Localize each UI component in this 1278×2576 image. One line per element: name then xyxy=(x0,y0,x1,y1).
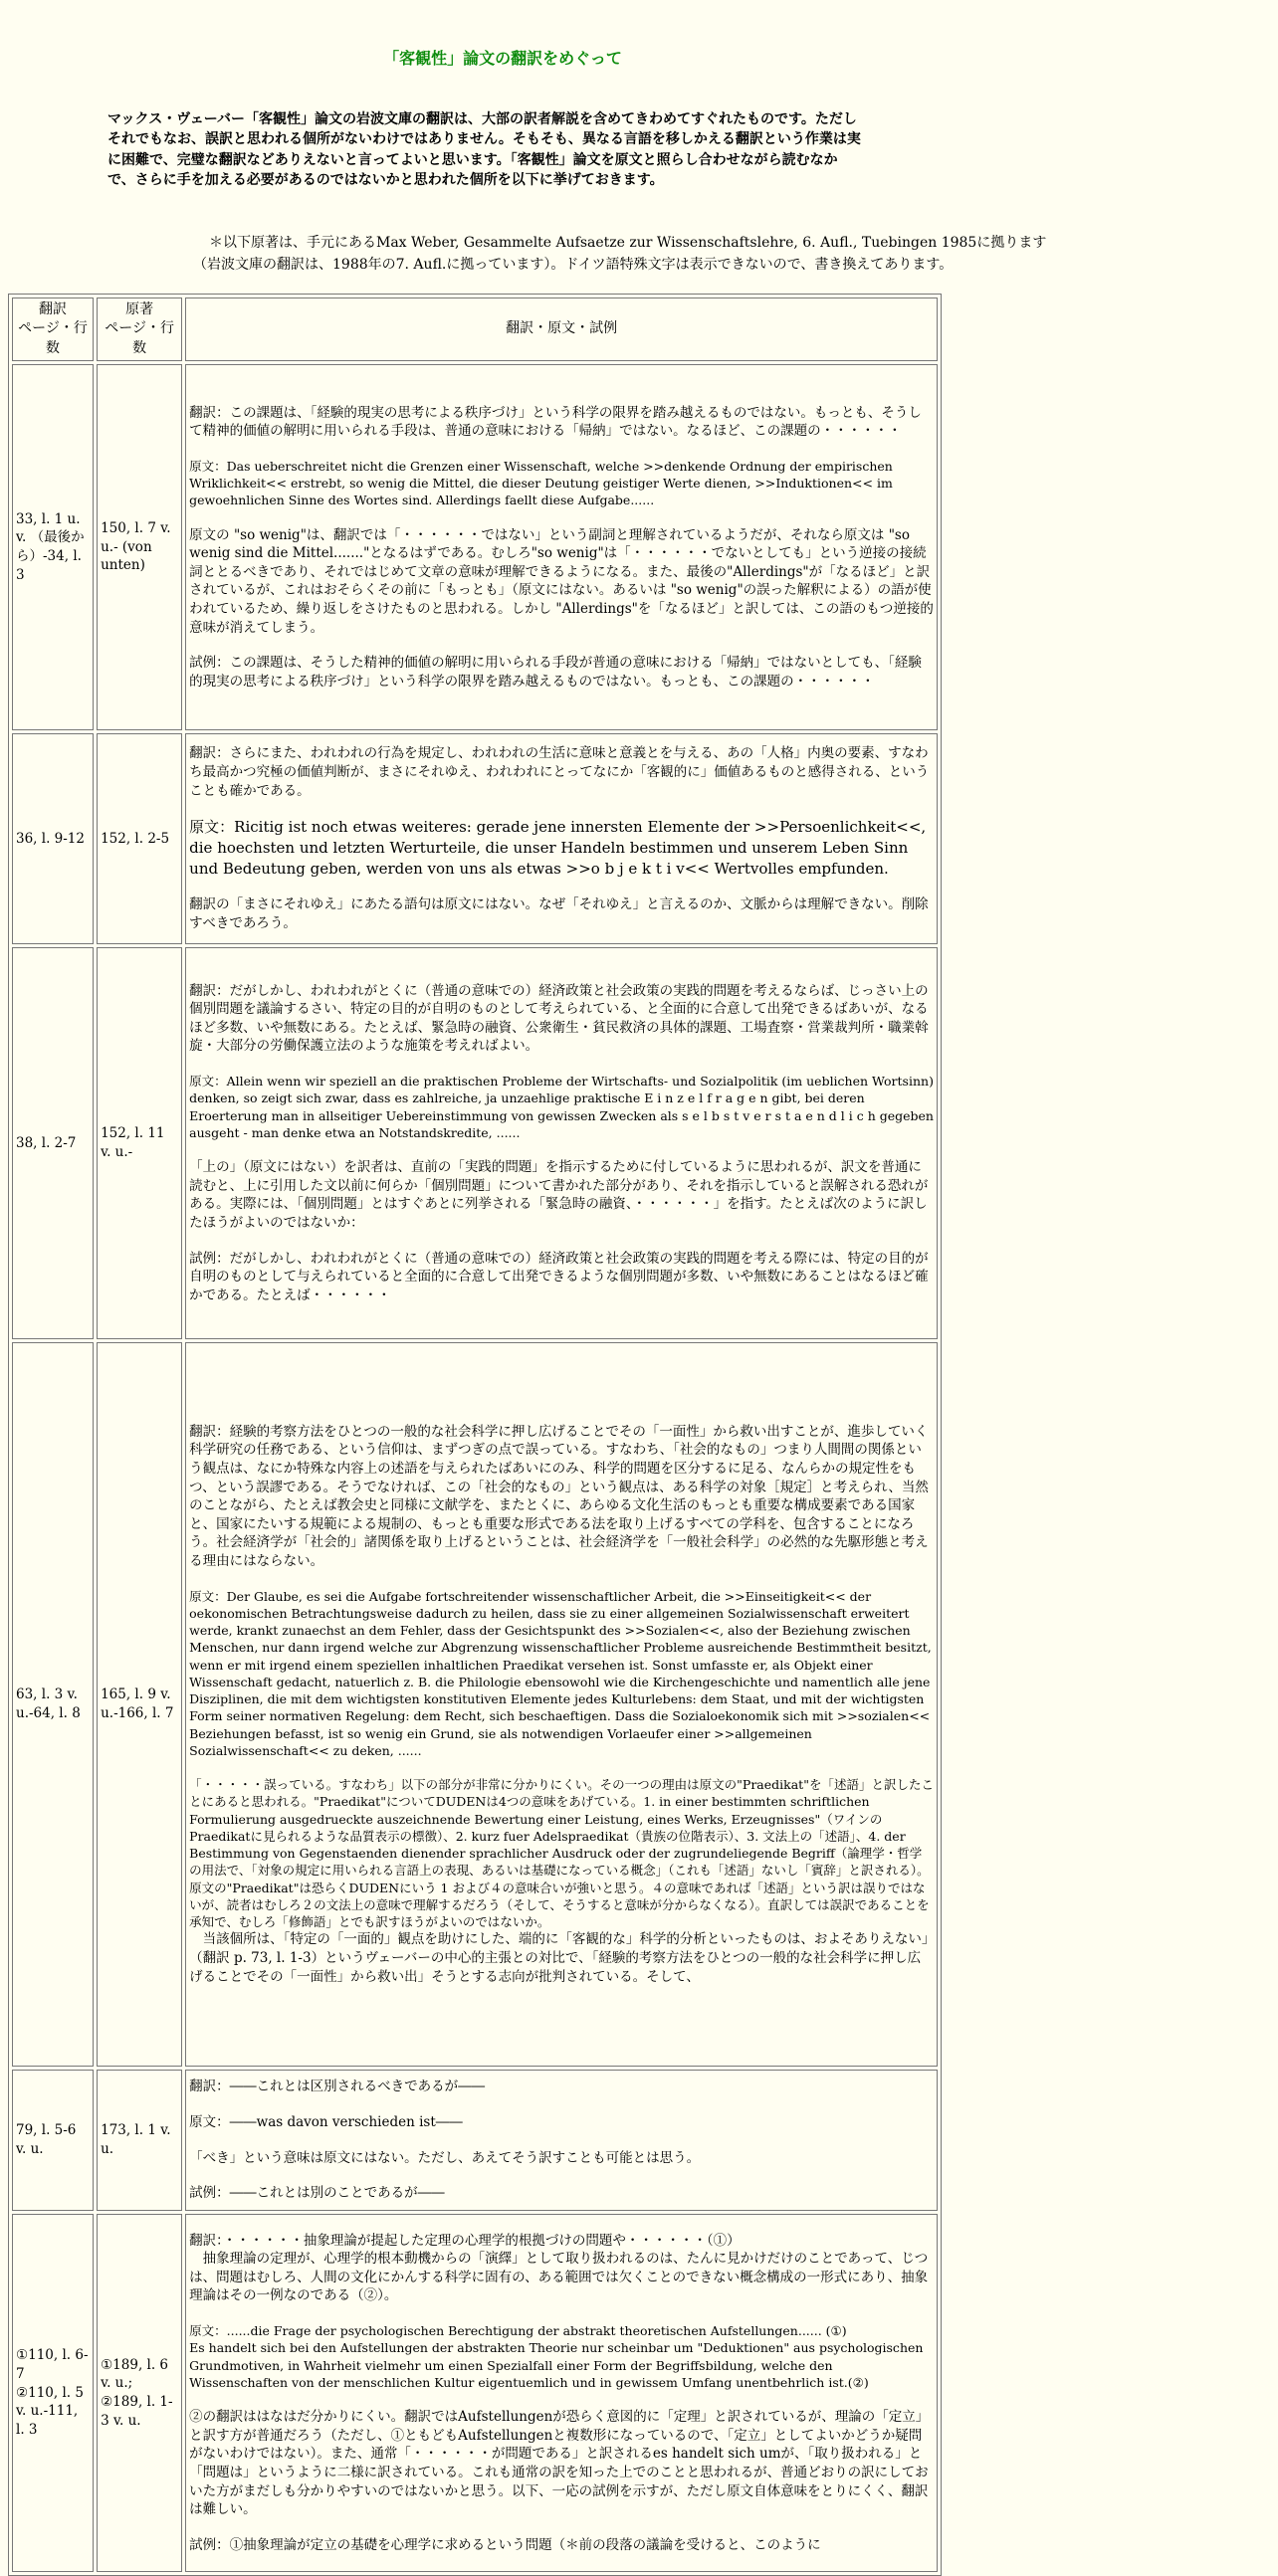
original-text: 原文：......die Frage der psychologischen Berechtigung der abstrakt theoretischen Aufstellungen...... (①) Es handelt sich bei den Aufstellungen der abstrakten Theorie nur scheinbar um "Deduktionen" aus psychologischen Grundmotiven, in Wahrheit vielmehr um einen Spezialfall einer Form der Begriffsbildung, welche den Wissenschaften von der menschlichen Kultur eigentuemlich und in gewissem Umfang unentbehrlich ist.(②) xyxy=(189,2323,924,2390)
commentary-text: 原文の "so wenig"は、翻訳では「・・・・・・ではない」という副詞と理解されているようだが、それなら原文は "so wenig sind die Mittel......."となるはずである。むしろ"so wenig"は「・・・・・・でないとしても」という逆接の接続詞ととるべきであり、それではじめて文章の意味が理解できるようになる。また、最後の"Allerdings"が「なるほど」と訳されているが、これはおそらくその前に「もっとも」（原文にはない。あるいは "so wenig"の誤った解釈による）の語が使われているため、繰り返しをさけたものと思われる。しかし "Allerdings"を「なるほど」と訳しては、この語のもつ逆接的意味が消えてしまう。 xyxy=(189,526,934,636)
table-row xyxy=(12,2214,938,2572)
original-text: 原文：Der Glaube, es sei die Aufgabe fortschreitender wissenschaftlicher Arbeit, die >>Einseitigkeit<< der oekonomischen Betrachtungsweise dadurch zu heilen, dass sie zu einer allgemeinen Sozialwissenschaft erweitert werde, krankt zunaechst an dem Fehler, dass der Gesichtspunkt des >>Sozialen<<, also der Beziehung zwischen Menschen, nur dann irgend welche zur Abgrenzung wissenschaftlicher Probleme ausreichende Bestimmtheit besitzt, wenn er mit irgend einem speziellen inhaltlichen Praedikat versehen ist. Sonst umfasste er, als Objekt einer Wissenschaft gedacht, natuerlich z. B. die Philologie ebensowohl wie die Kirchengeschichte und namentlich alle jene Disziplinen, die mit dem wichtigsten konstitutiven Elemente jedes Kulturlebens: dem Staat, und mit der wichtigsten Form seiner normativen Regelung: dem Recht, sich beschaeftigen. Dass die Sozialoekonomik sich mit >>sozialen<< Beziehungen befasst, ist so wenig ein Grund, sie als notwendigen Vorlaeufer einer >>allgemeinen Sozialwissenschaft<< zu deken, ...... xyxy=(189,1588,932,1758)
suggested-translation: 試例：この課題は、そうした精神的価値の解明に用いられる手段が普通の意味における「帰納」ではないとしても、「経験的現実の思考による秩序づけ」という科学の限界を踏み越えるものではない。もっとも、この課題の・・・・・・ xyxy=(189,655,922,690)
translation-text: 翻訳：――これとは区別されるべきであるが―― xyxy=(189,2079,486,2095)
original-page-cell: 150, l. 7 v. u.- (von unten) xyxy=(97,364,182,730)
content-cell xyxy=(185,733,938,944)
table-row xyxy=(12,2070,938,2211)
original-page-cell: 165, l. 9 v. u.-166, l. 7 xyxy=(97,1342,182,2067)
original-page-cell: 173, l. 1 v. u. xyxy=(97,2070,182,2211)
translation-page-cell: 79, l. 5-6 v. u. xyxy=(12,2070,94,2211)
original-text: 原文：Ricitig ist noch etwas weiteres: gerade jene innersten Elemente der >>Persoenlichkeit<<, die hoechsten und letzten Werturteile, die unser Handeln bestimmen und unserem Leben Sinn und Bedeutung geben, werden von uns als etwas >>o b j e k t i v<< Wertvolles empfunden. xyxy=(189,818,927,878)
suggested-translation: 試例：だがしかし、われわれがとくに（普通の意味での）経済政策と社会政策の実践的問題を考える際には、特定の目的が自明のものとして与えられていると全面的に合意して出発できるような個別問題が多数、いや無数にあることはなるほど確かである。たとえば・・・・・・ xyxy=(189,1250,929,1303)
commentary-text: ②の翻訳ははなはだ分かりにくい。翻訳ではAufstellungenが恐らく意図的に「定理」と訳されているが、理論の「定立」と訳す方が普通だろう（ただし、①ともどもAufstellungenと複数形になっているので、「定立」としてよいかどうか疑問がないわけではない）。また、通常「・・・・・・が問題である」と訳されるes handelt sich umが、「取り扱われる」と「問題は」というように二様に訳されている。これも通常の訳を知った上でのことと思われるが、普通どおりの訳にしておいた方がまだしも分かりやすいのではないかと思う。以下、一応の試例を示すが、ただし原文自体意味をとりにくく、翻訳は難しい。 xyxy=(189,2409,930,2518)
source-note-line: （岩波文庫の翻訳は、1988年の7. Aufl.に拠っています）。ドイツ語特殊文字は表示できないので、書き換えてあります。 xyxy=(193,256,954,273)
source-note xyxy=(193,233,1274,276)
table-header-row xyxy=(12,297,938,361)
source-note-line: ＊以下原著は、手元にあるMax Weber, Gesammelte Aufsaetze zur Wissenschaftslehre, 6. Aufl., Tuebingen 1985に拠ります xyxy=(209,235,1047,251)
header-content: 翻訳・原文・試例 xyxy=(185,297,938,361)
table-row xyxy=(12,947,938,1339)
translation-text: 翻訳：経験的考察方法をひとつの一般的な社会科学に押し広げることでその「一面性」から救い出すことが、進歩していく科学研究の任務である、という信仰は、まずつぎの点で誤っている。すなわち、「社会的なもの」つまり人間間の関係という観点は、なにか特殊な内容上の述語を与えられたばあいにのみ、科学的問題を区分するに足る、なんらかの規定性をもつ、という誤謬である。そうでなければ、この「社会的なもの」という観点は、ある科学の対象［規定］と考えられ、当然のことながら、たとえば教会史と同様に文献学を、またとくに、あらゆる文化生活のもっとも重要な構成要素である国家と、国家にたいする規範による規制の、もっとも重要な形式である法を取り上げるすべての学科を、包含することになろう。社会経済学が「社会的」諸関係を取り上げるということは、社会経済学を「一般社会科学」の必然的な先駆形態と考える理由にはならない。 xyxy=(189,1423,929,1570)
original-page-cell: 152, l. 11 v. u.- xyxy=(97,947,182,1339)
content-cell xyxy=(185,947,938,1339)
table-row xyxy=(12,364,938,730)
commentary-text: 「上の」（原文にはない）を訳者は、直前の「実践的問題」を指示するために付しているように思われるが、訳文を普通に読むと、上に引用した文以前に何らか「個別問題」について書かれた部分があり、それを指示していると誤解される恐れがある。実際には、「個別問題」とはすぐあとに列挙される「緊急時の融資、・・・・・・」を指す。たとえば次のように訳したほうがよいのではないか： xyxy=(189,1159,929,1231)
header-translation-page: 翻訳 ページ・行数 xyxy=(12,297,94,361)
original-text: 原文：Allein wenn wir speziell an die praktischen Probleme der Wirtschafts- und Sozialpolitik (im ueblichen Wortsinn) denken, so zeigt sich zwar, dass es zahlreiche, ja unzaehlige praktische E i n z e l f r a g e n gibt, bei deren Eroerterung man in allseitiger Uebereinstimmung von gewissen Zwecken als s e l b s t v e r s t a e n d l i c h gegeben ausgeht - man denke etwa an Notstandskredite, ...... xyxy=(189,1074,934,1140)
commentary-text: 翻訳の「まさにそれゆえ」にあたる語句は原文にはない。なぜ「それゆえ」と言えるのか、文脈からは理解できない。削除すべきであろう。 xyxy=(189,896,929,931)
content-cell xyxy=(185,2070,938,2211)
content-cell xyxy=(185,364,938,730)
content-cell xyxy=(185,1342,938,2067)
translation-table xyxy=(8,294,942,2576)
suggested-translation: 試例：①抽象理論が定立の基礎を心理学に求めるという問題（＊前の段落の議論を受けると、このように xyxy=(189,2536,821,2553)
translation-page-cell: 63, l. 3 v. u.-64, l. 8 xyxy=(12,1342,94,2067)
table-row xyxy=(12,1342,938,2067)
translation-text: 翻訳：・・・・・・抽象理論が提起した定理の心理学的根拠づけの問題や・・・・・・（①） 抽象理論の定理が、心理学的根本動機からの「演繹」として取り扱われるのは、たんに見かけだけのことであって、じつは、問題はむしろ、人間の文化にかんする科学に固有の、ある範囲では欠くことのできない概念構成の一形式にあり、抽象理論はその一例なのである（②）。 xyxy=(189,2232,929,2304)
translation-page-cell: 38, l. 2-7 xyxy=(12,947,94,1339)
translation-page-cell: 33, l. 1 u. v. （最後から）-34, l. 3 xyxy=(12,364,94,730)
commentary-text: 「・・・・・誤っている。すなわち」以下の部分が非常に分かりにくい。その一つの理由は原文の"Praedikat"を「述語」と訳したことにあると思われる。"Praedikat"についてDUDENは4つの意味をあげている。1. in einer bestimmten schriftlichen Formulierung ausgedrueckte auszeichnende Bewertung einer Leistung, eines Werks, Erzeugnisses"（ワインのPraedikatに見られるような品質表示の標徴）、2. kurz fuer Adelspraedikat（貴族の位階表示）、3. 文法上の「述語」、4. der Bestimmung von Gegenstaenden dienender sprachlicher Ausdruck oder der zugrundeliegende Begriff（論理学・哲学の用法で、「対象の規定に用いられる言語上の表現、あるいは基礎になっている概念」（これも「述語」ないし「賓辞」と訳される）。原文の"Praedikat"は恐らくDUDENにいう 1 および４の意味合いが強いと思う。４の意味であれば「述語」という訳は誤りではないが、読者はむしろ２の文法上の意味で理解するだろう（そして、そうすると意味が分からなくなる）。直訳しては誤訳であることを承知で、むしろ「修飾語」とでも訳すほうがよいのではないか。 xyxy=(189,1777,934,1930)
original-page-cell: 152, l. 2-5 xyxy=(97,733,182,944)
content-cell xyxy=(185,2214,938,2572)
table-row xyxy=(12,733,938,944)
translation-text: 翻訳：だがしかし、われわれがとくに（普通の意味での）経済政策と社会政策の実践的問題を考えるならば、じっさい上の個別問題を議論するさい、特定の目的が自明のものとして考えられている、と全面的に合意して出発できるばあいが、なるほど多数、いや無数にある。たとえば、緊急時の融資、公衆衛生・貧民救済の具体的課題、工場査察・営業裁判所・職業斡旋・大部分の労働保護立法のような施策を考えればよい。 xyxy=(189,982,929,1055)
translation-text: 翻訳：この課題は、「経験的現実の思考による秩序づけ」という科学の限界を踏み越えるものではない。もっとも、そうして精神的価値の解明に用いられる手段は、普通の意味における「帰納」ではない。なるほど、この課題の・・・・・・ xyxy=(189,404,922,440)
commentary-text: 当該個所は、「特定の「一面的」観点を助けにした、端的に「客観的な」科学的分析といったものは、およそありえない」（翻訳 p. 73, l. 1-3）というヴェーバーの中心的主張との対比で、「経験的考察方法をひとつの一般的な社会科学に押し広げることでその「一面性」から救い出」そうとする志向が批判されている。そして、 xyxy=(189,1931,929,1985)
commentary-text: 「べき」という意味は原文にはない。ただし、あえてそう訳すことも可能とは思う。 xyxy=(189,2149,701,2166)
translation-page-cell: 36, l. 9-12 xyxy=(12,733,94,944)
original-page-cell: ①189, l. 6 v. u.; ②189, l. 1-3 v. u. xyxy=(97,2214,182,2572)
translation-text: 翻訳：さらにまた、われわれの行為を規定し、われわれの生活に意味と意義とを与える、あの「人格」内奥の要素、すなわち最高かつ究極の価値判断が、まさにそれゆえ、われわれにとってなにか「客観的に」価値あるものと感得される、ということも確かである。 xyxy=(189,745,930,799)
page-title: 「客観性」論文の翻訳をめぐって xyxy=(383,49,622,68)
original-text: 原文：――was davon verschieden ist―― xyxy=(189,2113,463,2130)
translation-page-cell: ①110, l. 6-7 ②110, l. 5 v. u.-111, l. 3 xyxy=(12,2214,94,2572)
header-original-page: 原著 ページ・行数 xyxy=(97,297,182,361)
suggested-translation: 試例：――これとは別のことであるが―― xyxy=(189,2185,445,2202)
intro-paragraph: マックス・ヴェーバー「客観性」論文の岩波文庫の翻訳は、大部の訳者解説を含めてきわめてすぐれたものです。ただしそれでもなお、誤訳と思われる個所がないわけではありません。そもそも、異なる言語を移しかえる翻訳という作業は実に困難で、完璧な翻訳などありえないと言ってよいと思います。「客観性」論文を原文と照らし合わせながら読むなかで、さらに手を加える必要があるのではないかと思われた個所を以下に挙げておきます。 xyxy=(107,111,861,188)
original-text: 原文：Das ueberschreitet nicht die Grenzen einer Wissenschaft, welche >>denkende Ordnung der empirischen Wriklichkeit<< erstrebt, so wenig die Mittel, die dieser Deutung geistiger Werte dienen, >>Induktionen<< im gewoehnlichen Sinne des Wortes sind. Allerdings faellt diese Aufgabe...... xyxy=(189,458,893,508)
